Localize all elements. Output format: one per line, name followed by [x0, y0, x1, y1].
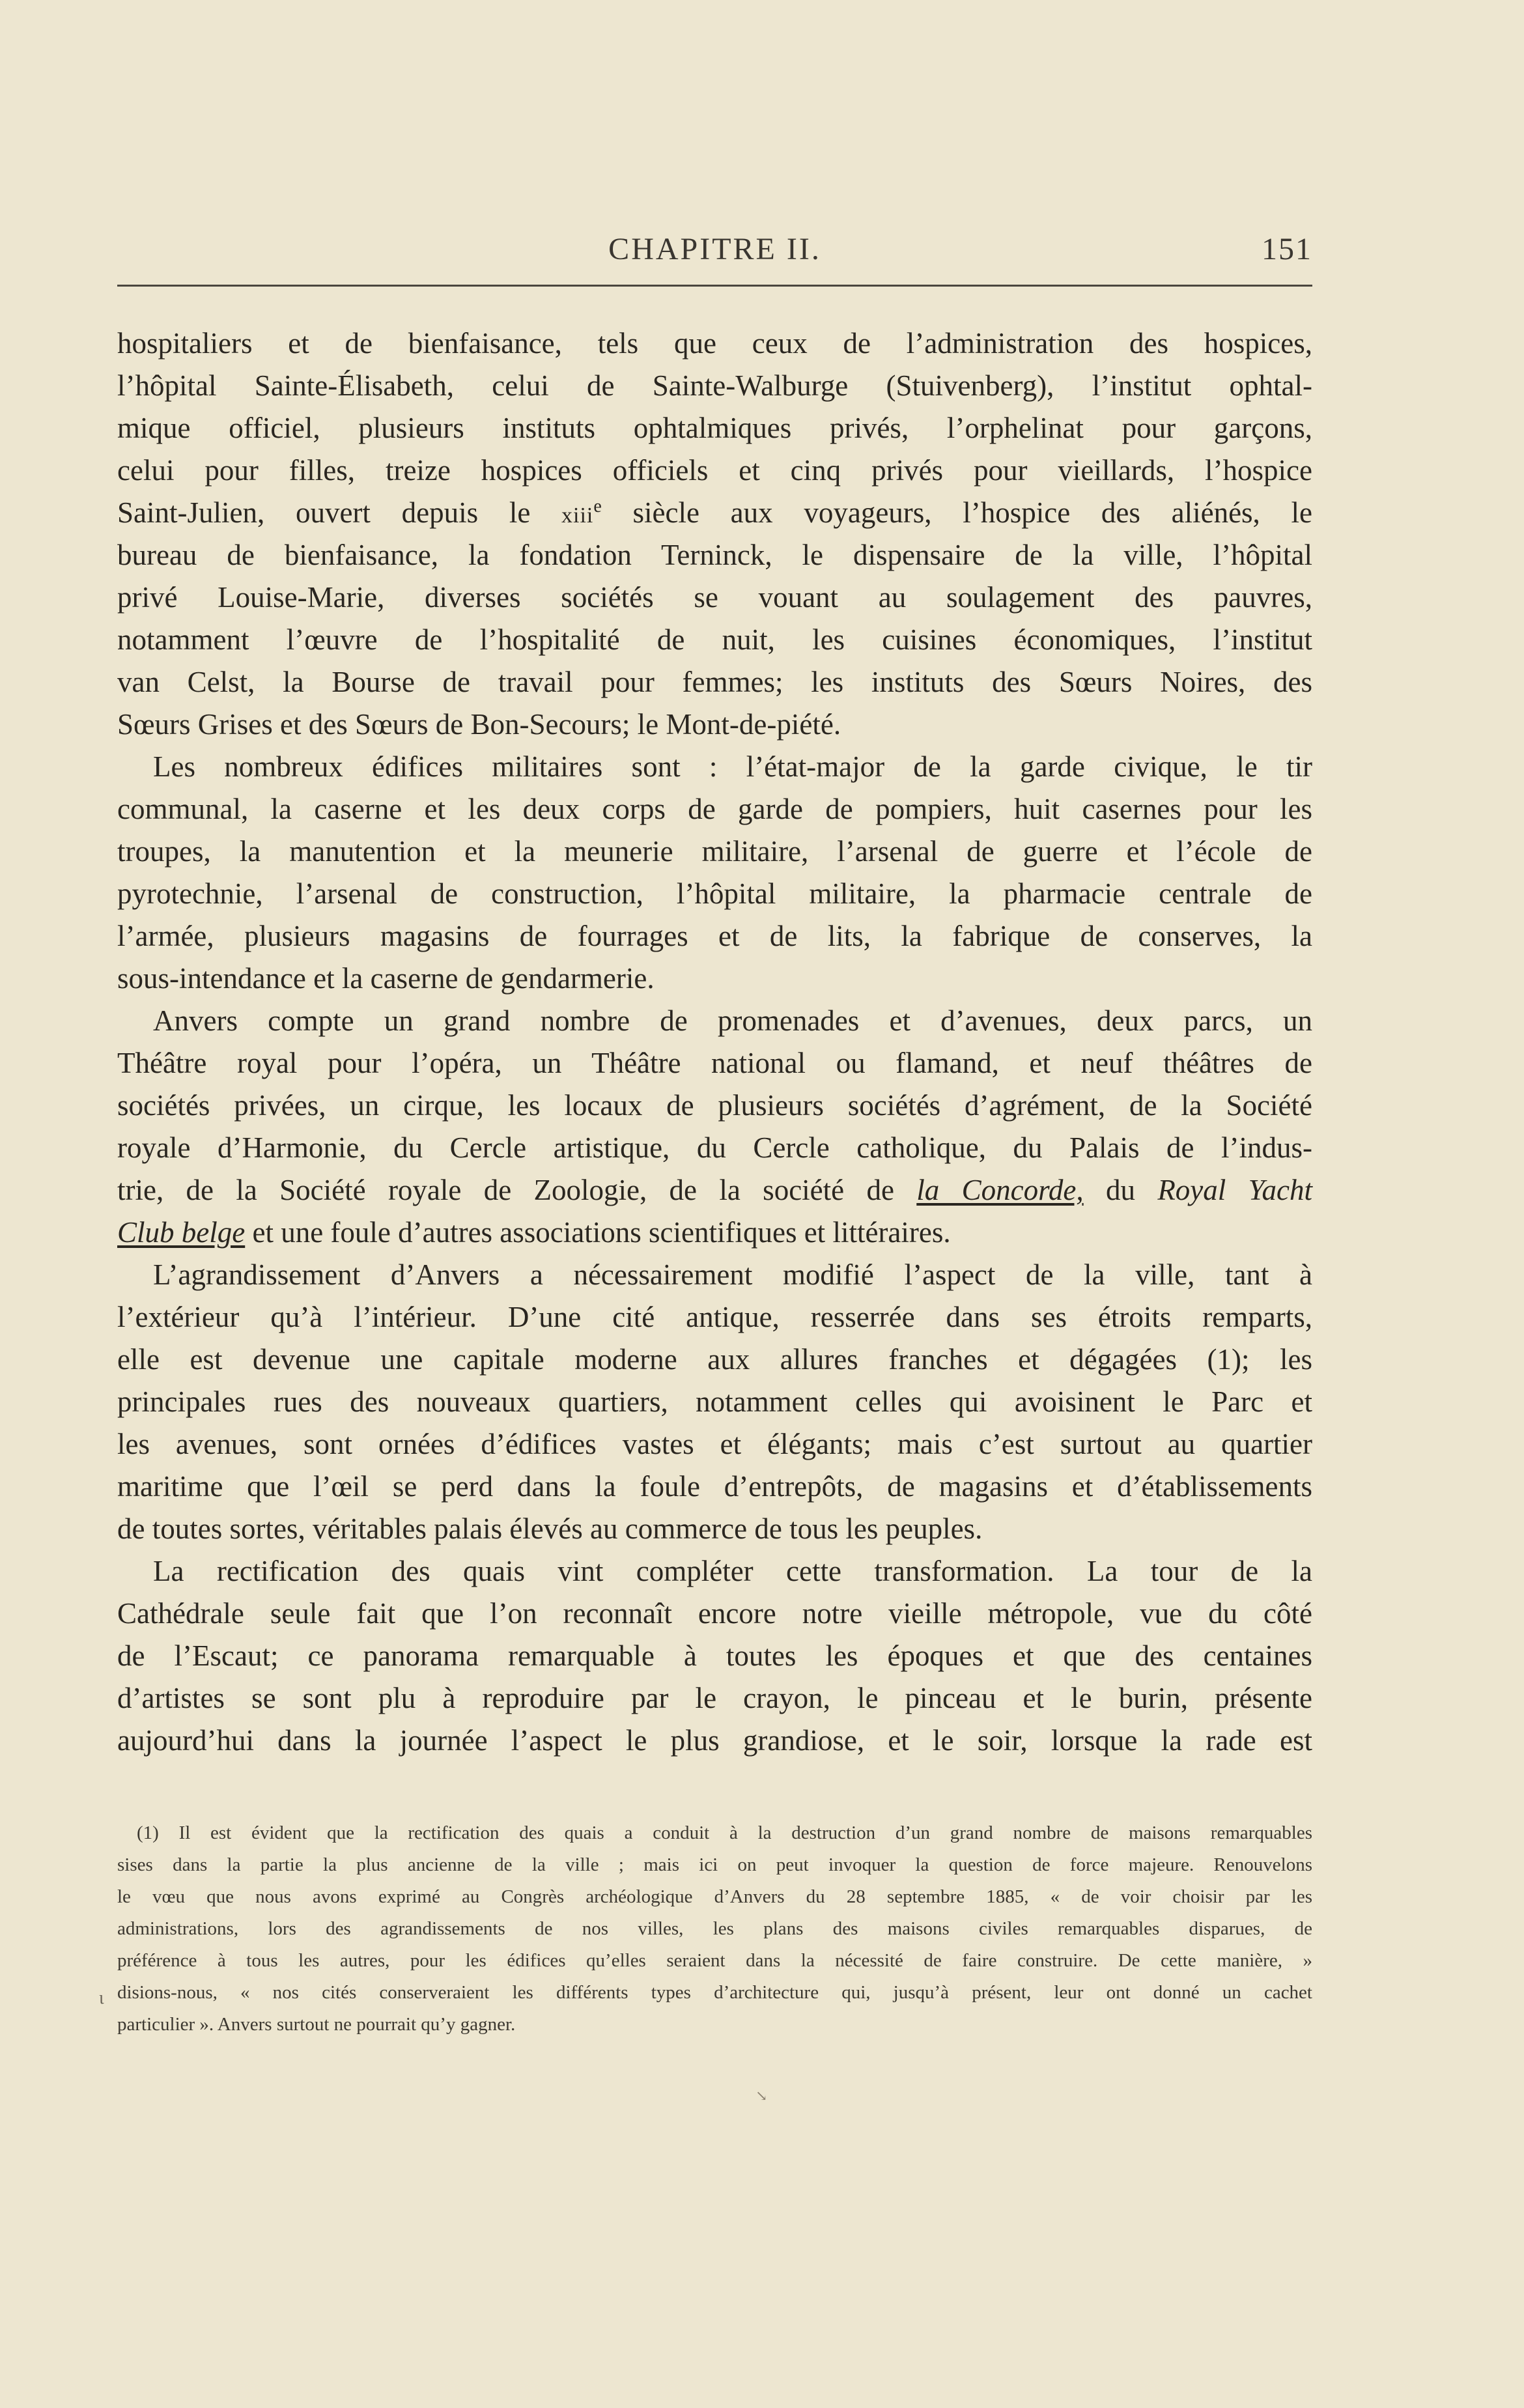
italic-title: Club belge: [117, 1216, 246, 1249]
text-line: bureau de bienfaisance, la fondation Terninck, le dispensaire de la ville, l’hôpital: [117, 539, 1312, 571]
text-line: [117, 1211, 1312, 1254]
text-line: Anvers compte un grand nombre de promenades et d’avenues, deux parcs, un: [153, 1004, 1312, 1037]
text-line: sous-intendance et la caserne de gendarmerie.: [117, 962, 655, 995]
footnote-line: le vœu que nous avons exprimé au Congrès archéologique d’Anvers du 28 septembre 1885, « de voir choisir par les: [117, 1886, 1312, 1907]
text-line: L’agrandissement d’Anvers a nécessairement modifié l’aspect de la ville, tant à: [153, 1258, 1312, 1291]
text-line: Les nombreux édifices militaires sont : l’état-major de la garde civique, le tir: [153, 750, 1312, 783]
text-line: notamment l’œuvre de l’hospitalité de nuit, les cuisines économiques, l’institut: [117, 623, 1312, 656]
text-line: Cathédrale seule fait que l’on reconnaît encore notre vieille métropole, vue du côté: [117, 1597, 1312, 1630]
footnote-line: préférence à tous les autres, pour les édifices qu’elles seraient dans la nécessité de faire construire. De cette manière, »: [117, 1950, 1312, 1971]
text-line: communal, la caserne et les deux corps de garde de pompiers, huit casernes pour les: [117, 793, 1312, 825]
body-text: [117, 322, 1312, 1762]
text-line: troupes, la manutention et la meunerie militaire, l’arsenal de guerre et l’école de: [117, 835, 1312, 868]
text-line: maritime que l’œil se perd dans la foule d’entrepôts, de magasins et d’établissements: [117, 1470, 1312, 1503]
footnote-line: particulier ». Anvers surtout ne pourrait qu’y gagner.: [117, 2014, 516, 2035]
text-line: d’artistes se sont plu à reproduire par le crayon, le pinceau et le burin, présente: [117, 1682, 1312, 1714]
small-caps-numeral: xiii: [561, 503, 594, 528]
text-line: [117, 1169, 1312, 1211]
margin-mark: ι: [99, 1988, 104, 2008]
text-line: l’hôpital Sainte-Élisabeth, celui de Sainte-Walburge (Stuivenberg), l’institut ophtal-: [117, 369, 1312, 402]
text-line: aujourd’hui dans la journée l’aspect le plus grandiose, et le soir, lorsque la rade est: [117, 1724, 1312, 1757]
text-line: celui pour filles, treize hospices officiels et cinq privés pour vieillards, l’hospice: [117, 454, 1312, 487]
text-line: l’armée, plusieurs magasins de fourrages et de lits, la fabrique de conserves, la: [117, 920, 1312, 952]
text-line: royale d’Harmonie, du Cercle artistique, du Cercle catholique, du Palais de l’indus-: [117, 1131, 1312, 1164]
text-line: les avenues, sont ornées d’édifices vastes et élégants; mais c’est surtout au quartier: [117, 1428, 1312, 1460]
text-line: Sœurs Grises et des Sœurs de Bon-Secours; le Mont-de-piété.: [117, 708, 841, 741]
footnote-line: sises dans la partie la plus ancienne de la ville ; mais ici on peut invoquer la question de force majeure. Renouvelons: [117, 1854, 1312, 1875]
header-rule: [117, 285, 1312, 287]
text-segment: siècle aux voyageurs, l’hospice des aliénés, le: [601, 496, 1312, 529]
text-line: pyrotechnie, l’arsenal de construction, l’hôpital militaire, la pharmacie centrale de: [117, 877, 1312, 910]
text-line: hospitaliers et de bienfaisance, tels que ceux de l’administration des hospices,: [117, 327, 1312, 360]
text-segment: trie, de la Société royale de Zoologie, de la société de: [117, 1174, 917, 1206]
italic-title: Royal Yacht: [1157, 1174, 1312, 1206]
text-line: de toutes sortes, véritables palais élevés au commerce de tous les peuples.: [117, 1512, 983, 1545]
text-line: mique officiel, plusieurs instituts ophtalmiques privés, l’orphelinat pour garçons,: [117, 412, 1312, 444]
footnote-line: administrations, lors des agrandissements de nos villes, les plans des maisons civiles remarquables disparues, de: [117, 1918, 1312, 1939]
page-number: 151: [1262, 232, 1312, 266]
text-line: Théâtre royal pour l’opéra, un Théâtre national ou flamand, et neuf théâtres de: [117, 1047, 1312, 1079]
italic-title: la Concorde,: [916, 1174, 1084, 1206]
superscript: e: [593, 496, 602, 517]
text-segment: Saint-Julien, ouvert depuis le: [117, 496, 562, 529]
text-line: privé Louise-Marie, diverses sociétés se vouant au soulagement des pauvres,: [117, 581, 1312, 614]
chapter-title: CHAPITRE II.: [608, 232, 821, 266]
text-line: elle est devenue une capitale moderne aux allures franches et dégagées (1); les: [117, 1343, 1312, 1376]
text-line: l’extérieur qu’à l’intérieur. D’une cité antique, resserrée dans ses étroits remparts,: [117, 1301, 1312, 1333]
footnote: [117, 1817, 1312, 2041]
footnote-line: (1) Il est évident que la rectification des quais a conduit à la destruction d’un grand nombre de maisons remarquables: [137, 1822, 1312, 1843]
text-line: van Celst, la Bourse de travail pour femmes; les instituts des Sœurs Noires, des: [117, 666, 1312, 698]
text-segment: du: [1083, 1174, 1158, 1206]
text-line: principales rues des nouveaux quartiers, notamment celles qui avoisinent le Parc et: [117, 1385, 1312, 1418]
running-header: [117, 231, 1312, 277]
text-line: [117, 492, 1312, 534]
text-line: La rectification des quais vint compléter cette transformation. La tour de la: [153, 1555, 1312, 1587]
text-line: sociétés privées, un cirque, les locaux de plusieurs sociétés d’agrément, de la Société: [117, 1089, 1312, 1122]
footnote-line: disions-nous, « nos cités conserveraient les différents types d’architecture qui, jusqu’à présent, leur ont donné un cachet: [117, 1982, 1312, 2003]
text-segment: et une foule d’autres associations scientifiques et littéraires.: [245, 1216, 951, 1249]
text-line: de l’Escaut; ce panorama remarquable à toutes les époques et que des centaines: [117, 1639, 1312, 1672]
bottom-mark: ↘: [755, 2088, 768, 2104]
